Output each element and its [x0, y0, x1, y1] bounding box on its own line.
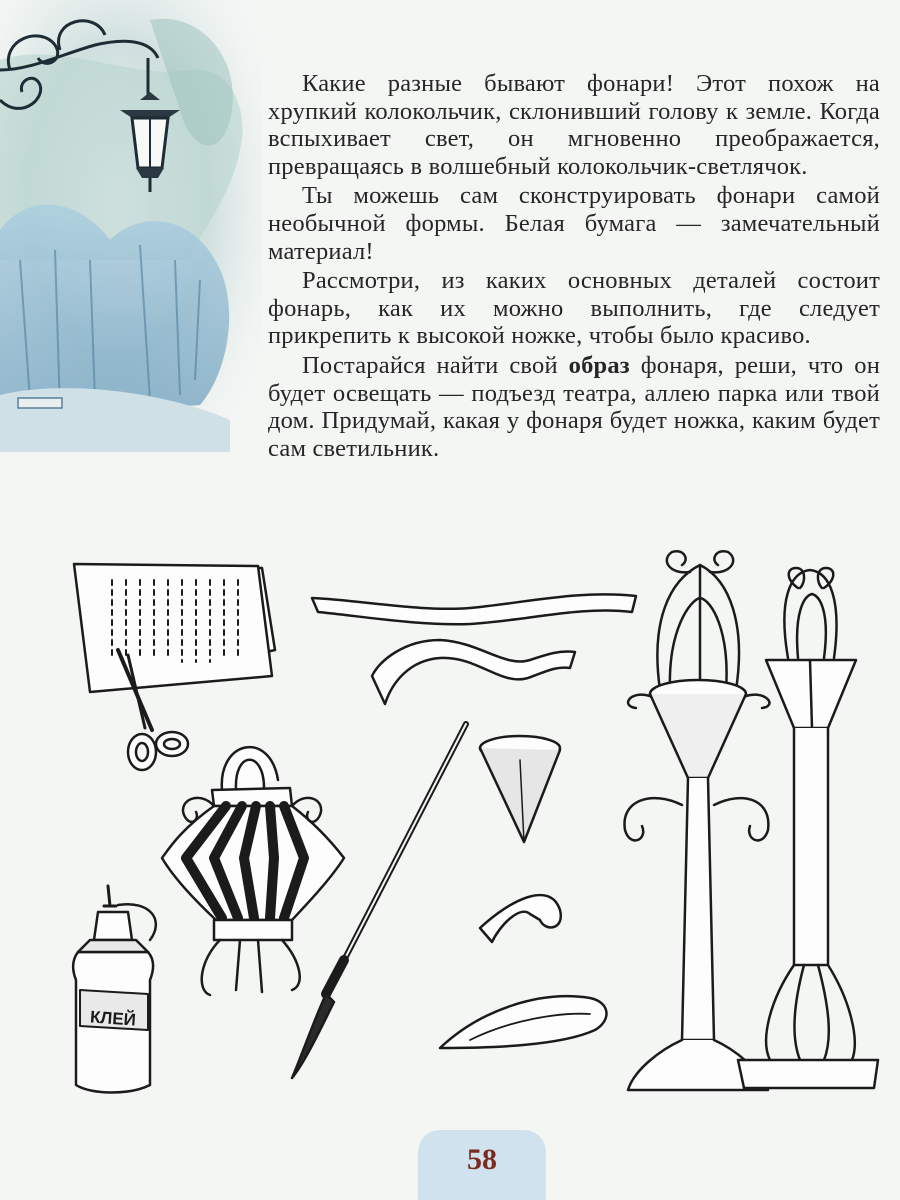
tall-lantern-2-drawing	[738, 568, 878, 1088]
paragraph-3: Рассмотри, из каких основных деталей состоит фонарь, как их можно выполнить, где следует прикрепить к высокой ножке, чтобы было красиво.	[268, 267, 880, 350]
paper-strip-1	[312, 594, 636, 624]
striped-lantern-drawing	[162, 747, 344, 995]
paper-cone-drawing	[480, 736, 560, 842]
bold-word-obraz: образ	[568, 351, 630, 379]
glue-label: КЛЕЙ	[89, 1007, 137, 1030]
paper-strip-curl	[480, 895, 561, 942]
street-lamp-painting	[0, 0, 262, 452]
paper-sheet-drawing	[74, 564, 275, 692]
paragraph-1: Какие разные бывают фонари! Этот похож на хрупкий колокольчик, склонивший голову к земле. Когда вспыхивает свет, он мгновенно преображается, превращаясь в волшебный колокольчик-светлячок.	[268, 70, 880, 180]
main-text	[268, 70, 880, 464]
tall-lantern-1-drawing	[624, 551, 769, 1090]
paper-strip-2	[372, 640, 575, 704]
lantern-parts-illustration	[0, 548, 900, 1108]
paragraph-4: Постарайся найти свой образ фонаря, реши, что он будет освещать — подъезд театра, аллею парка или твой дом. Придумай, какая у фонаря будет ножка, каким будет сам светильник.	[268, 351, 880, 462]
paragraph-2: Ты можешь сам сконструировать фонари самой необычной формы. Белая бумага — замечательный материал!	[268, 182, 880, 265]
paintbrush-drawing	[292, 724, 466, 1078]
glue-bottle-drawing	[73, 886, 156, 1093]
page-number: 58	[467, 1143, 497, 1176]
paper-strip-loop	[440, 996, 606, 1048]
